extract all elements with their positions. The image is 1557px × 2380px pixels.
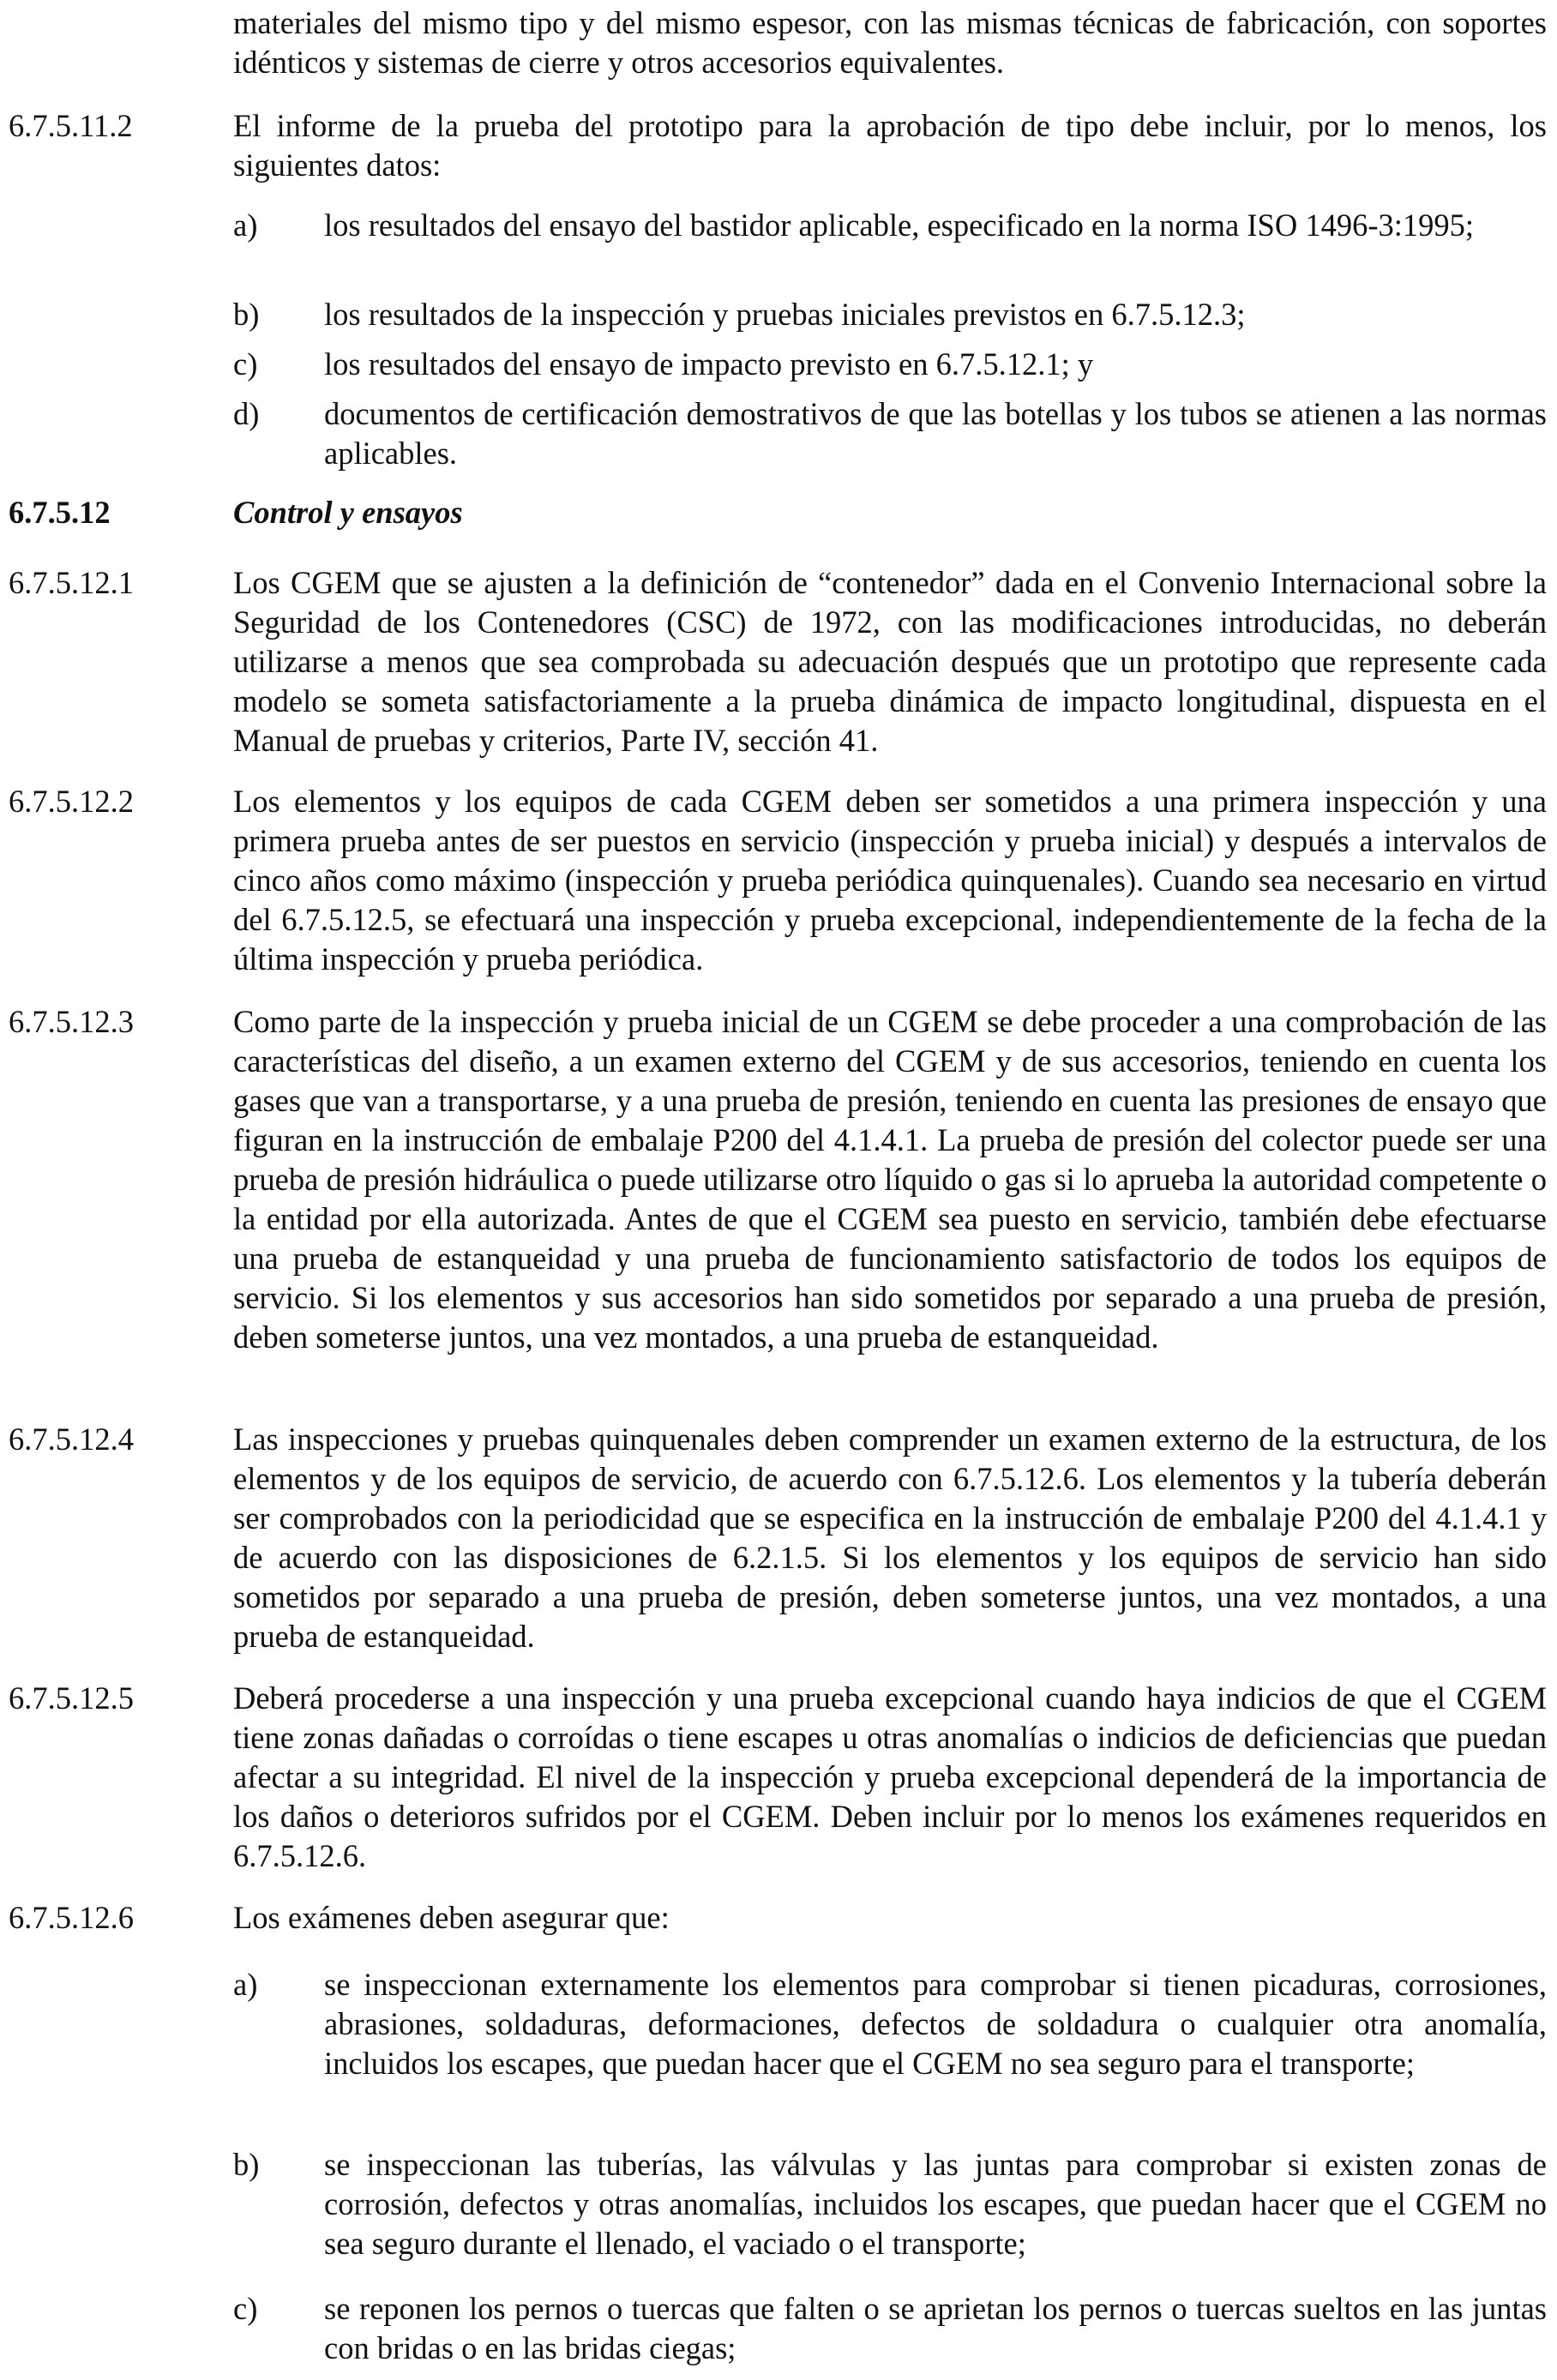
section-text-6-7-5-12-6: Los exámenes deben asegurar que: <box>233 1900 670 1935</box>
section-number-6-7-5-12-6: 6.7.5.12.6 <box>9 1900 134 1935</box>
section-number-6-7-5-12-3: 6.7.5.12.3 <box>9 1004 134 1039</box>
list-item-label: b) <box>233 297 260 332</box>
section-number-6-7-5-12-4: 6.7.5.12.4 <box>9 1421 134 1457</box>
list-item-label: b) <box>233 2147 260 2182</box>
section-text-6-7-5-12-5: Deberá procederse a una inspección y una prueba excepcional cuando haya indicios de que el CGEM tiene zonas dañadas o corroídas o tiene escapes u otras anomalías o indicios de deficiencias que puedan afectar a su integridad. El nivel de la inspección y prueba excepcional dependerá de la importancia de los daños o deterioros sufridos por el CGEM. Deben incluir por lo menos los exámenes requeridos en 6.7.5.12.6. <box>233 1680 1547 1873</box>
list-item-label: c) <box>233 346 258 382</box>
heading-title: Control y ensayos <box>233 495 463 530</box>
section-number-6-7-5-12-2: 6.7.5.12.2 <box>9 784 134 819</box>
list-item-label: a) <box>233 1967 258 2002</box>
section-text-6-7-5-11-2: El informe de la prueba del prototipo para la aprobación de tipo debe incluir, por lo menos, los siguientes datos: <box>233 108 1547 183</box>
section-text-6-7-5-12-4: Las inspecciones y pruebas quinquenales deben comprender un examen externo de la estructura, de los elementos y de los equipos de servicio, de acuerdo con 6.7.5.12.6. Los elementos y la tubería deberán ser comprobados con la periodicidad que se especifica en la instrucción de embalaje P200 del 4.1.4.1 y de acuerdo con las disposiciones de 6.2.1.5. Si los elementos y los equipos de servicio han sido sometidos por separado a una prueba de presión, deben someterse juntos, una vez montados, a una prueba de estanqueidad. <box>233 1421 1547 1654</box>
list-item-text: los resultados del ensayo de impacto previsto en 6.7.5.12.1; y <box>324 346 1094 382</box>
section-number-6-7-5-12-5: 6.7.5.12.5 <box>9 1680 134 1716</box>
list-item-text: se inspeccionan las tuberías, las válvulas y las juntas para comprobar si existen zonas de corrosión, defectos y otras anomalías, incluidos los escapes, que puedan hacer que el CGEM no sea seguro durante el llenado, el vaciado o el transporte; <box>324 2147 1547 2261</box>
heading-number: 6.7.5.12 <box>9 495 111 530</box>
list-item-label: c) <box>233 2291 258 2326</box>
list-item-text: los resultados de la inspección y pruebas iniciales previstos en 6.7.5.12.3; <box>324 297 1246 332</box>
list-item-text: se reponen los pernos o tuercas que falten o se aprietan los pernos o tuercas sueltos en las juntas con bridas o en las bridas ciegas; <box>324 2291 1547 2365</box>
list-item-text: los resultados del ensayo del bastidor aplicable, especificado en la norma ISO 1496-3:1995; <box>324 207 1475 243</box>
section-number-6-7-5-11-2: 6.7.5.11.2 <box>9 108 133 143</box>
section-text-6-7-5-12-1: Los CGEM que se ajusten a la definición de “contenedor” dada en el Convenio Internacional sobre la Seguridad de los Contenedores (CSC) de 1972, con las modificaciones introducidas, no deberán utilizarse a menos que sea comprobada su adecuación después que un prototipo que represente cada modelo se someta satisfactoriamente a la prueba dinámica de impacto longitudinal, dispuesta en el Manual de pruebas y criterios, Parte IV, sección 41. <box>233 565 1547 758</box>
list-item-text: se inspeccionan externamente los elementos para comprobar si tienen picaduras, corrosiones, abrasiones, soldaduras, deformaciones, defectos de soldadura o cualquier otra anomalía, incluidos los escapes, que puedan hacer que el CGEM no sea seguro para el transporte; <box>324 1967 1547 2081</box>
section-text-6-7-5-12-3: Como parte de la inspección y prueba inicial de un CGEM se debe proceder a una comprobación de las características del diseño, a un examen externo del CGEM y de sus accesorios, teniendo en cuenta los gases que van a transportarse, y a una prueba de presión, teniendo en cuenta las presiones de ensayo que figuran en la instrucción de embalaje P200 del 4.1.4.1. La prueba de presión del colector puede ser una prueba de presión hidráulica o puede utilizarse otro líquido o gas si lo aprueba la autoridad competente o la entidad por ella autorizada. Antes de que el CGEM sea puesto en servicio, también debe efectuarse una prueba de estanqueidad y una prueba de funcionamiento satisfactorio de todos los equipos de servicio. Si los elementos y sus accesorios han sido sometidos por separado a una prueba de presión, deben someterse juntos, una vez montados, a una prueba de estanqueidad. <box>233 1004 1547 1355</box>
list-item-label: a) <box>233 207 258 243</box>
list-item-text: documentos de certificación demostrativos de que las botellas y los tubos se atienen a las normas aplicables. <box>324 396 1547 471</box>
continuation-paragraph: materiales del mismo tipo y del mismo espesor, con las mismas técnicas de fabricación, con soportes idénticos y sistemas de cierre y otros accesorios equivalentes. <box>233 5 1547 80</box>
section-number-6-7-5-12-1: 6.7.5.12.1 <box>9 565 134 600</box>
list-item-label: d) <box>233 396 260 431</box>
section-text-6-7-5-12-2: Los elementos y los equipos de cada CGEM deben ser sometidos a una primera inspección y una primera prueba antes de ser puestos en servicio (inspección y prueba inicial) y después a intervalos de cinco años como máximo (inspección y prueba periódica quinquenales). Cuando sea necesario en virtud del 6.7.5.12.5, se efectuará una inspección y prueba excepcional, independientemente de la fecha de la última inspección y prueba periódica. <box>233 784 1547 977</box>
